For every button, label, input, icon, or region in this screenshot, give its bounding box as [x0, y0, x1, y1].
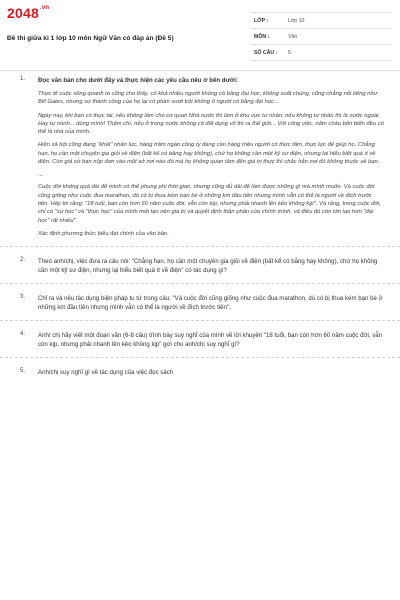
passage-paragraph-2: Ngày nay, khi bạn có thực tài, nếu không làm cho cơ quan Nhà nước thì làm ở khu vực tư nhân; nếu không tư nhân thì là nước ngoài. Hay tự mình... dùng mình! Thậm chí, nếu ở trong nước không có đất dụng võ thì ra thế giới... Với công việc, năm châu bốn biển đều có thể là nhà của mình.: [38, 112, 384, 136]
question-number: 3.: [20, 294, 26, 301]
question-1: [0, 76, 400, 238]
question-ask: Xác định phương thức biểu đạt chính của văn bản.: [38, 230, 169, 237]
meta-row-subject: [251, 29, 392, 45]
logo-text: 2048: [7, 5, 39, 21]
page-title: Đề thi giữa kì 1 lớp 10 môn Ngữ Văn có đáp án (Đề 5): [7, 35, 174, 42]
question-4: [0, 331, 400, 349]
question-5: [0, 368, 400, 377]
meta-label: SỐ CÂU :: [254, 49, 278, 56]
divider: [0, 283, 400, 284]
passage-paragraph-3: Hiện xã hội cũng đang "khát" nhân lực, hàng trăm ngàn công ty đang cần hàng triệu người có thực tâm, thực lực để giúp họ. Chẳng hạn, họ cần một chuyên gia giỏi về điện (bất kể có bằng hay không), chứ họ không cần một kỹ sư điện, nhưng lại hiểu biết quá ít về điện. Còn giả sử bạn nộp đơn vào một sở nơi nào đó mà họ không quan tâm đến giá trị thực thì chắc hẳn nơi đó không thuộc về bạn.: [38, 142, 380, 166]
question-number: 2.: [20, 257, 26, 264]
question-text: Chỉ ra và nêu tác dụng biện pháp tu từ trong câu: "Và cuộc đời cũng giống như cuộc đua marathon, dù có bị thua kém bạn bè ở những km đầu tiên nhưng mình vẫn có thể là người về đích trước tiên".: [38, 295, 383, 312]
question-text: Anh/ chị hãy viết một đoạn văn (6-8 câu) trình bày suy nghĩ của mình về lời khuyên "18 tuổi, bạn còn hơn 60 năm cuộc đời, vẫn còn kịp, nhưng phải nhanh lên kẻo không kịp" gợi cho anh/chị suy nghĩ gì?: [38, 332, 383, 349]
divider: [0, 320, 400, 321]
meta-value: Lớp 10: [288, 17, 305, 24]
question-number: 1.: [20, 76, 26, 82]
passage-ellipsis: ...: [38, 172, 44, 179]
divider: [0, 246, 400, 247]
meta-value: 5: [288, 49, 291, 56]
question-number: 5.: [20, 368, 26, 375]
site-logo[interactable]: [7, 5, 49, 21]
meta-value: Văn: [288, 33, 298, 40]
question-prompt: Đọc văn bản cho dưới đây và thực hiện các yêu cầu nêu ở bên dưới:: [38, 77, 238, 84]
meta-row-count: [251, 45, 392, 61]
meta-row-class: [251, 13, 392, 29]
meta-label: LỚP :: [254, 17, 269, 24]
question-number: 4.: [20, 331, 26, 338]
passage-paragraph-4: Cuộc đời không quá dài để mình có thể phung phí thời gian, nhưng cũng đủ dài để làm được những gì mà mình muốn. Và cuộc đời cũng giống như cuộc đua marathon, dù có bị thua kém bạn bè ở những km đầu tiên nhưng mình vẫn có thể là người về đích trước tiên. Hãy tin rằng: "18 tuổi, bạn còn hơn 60 năm cuộc đời, vẫn còn kịp, nhưng phải nhanh lên kẻo không kịp". Và rằng, trong cuộc đời, chỉ có "sự học" và "thực học" của mình mới tạo nên giá trị và quyết định thân phận của chính mình, và điều đó còn lớn lao hơn "đại học" rất nhiều".: [38, 184, 381, 224]
divider: [0, 357, 400, 358]
question-list: [0, 76, 400, 385]
meta-label: MÔN :: [254, 33, 270, 40]
question-2: [0, 257, 400, 275]
header: [0, 0, 400, 71]
meta-table: [251, 12, 392, 61]
passage-paragraph-1: Thực tế cuộc sống quanh ta cũng cho thấy, có khá nhiều người không có bằng đại học, không xuất chúng, cũng chẳng nổi tiếng như Bill Gates, nhưng sự thành công của họ lại có phần vượt trội không ít người có bằng đại học...: [38, 91, 378, 106]
question-text: Theo anh/chị, việc đưa ra câu nói: "Chẳng hạn, họ cần một chuyên gia giỏi về điện (bất kể có bằng hay không), chứ họ không cần một kỹ sư điện, nhưng lại hiểu biết quá ít về điện" có tác dụng gì?: [38, 258, 378, 275]
question-text: Anh/chị suy nghĩ gì về tác dụng của việc đọc sách: [38, 369, 174, 377]
question-3: [0, 294, 400, 312]
logo-suffix: .vn: [39, 5, 50, 11]
